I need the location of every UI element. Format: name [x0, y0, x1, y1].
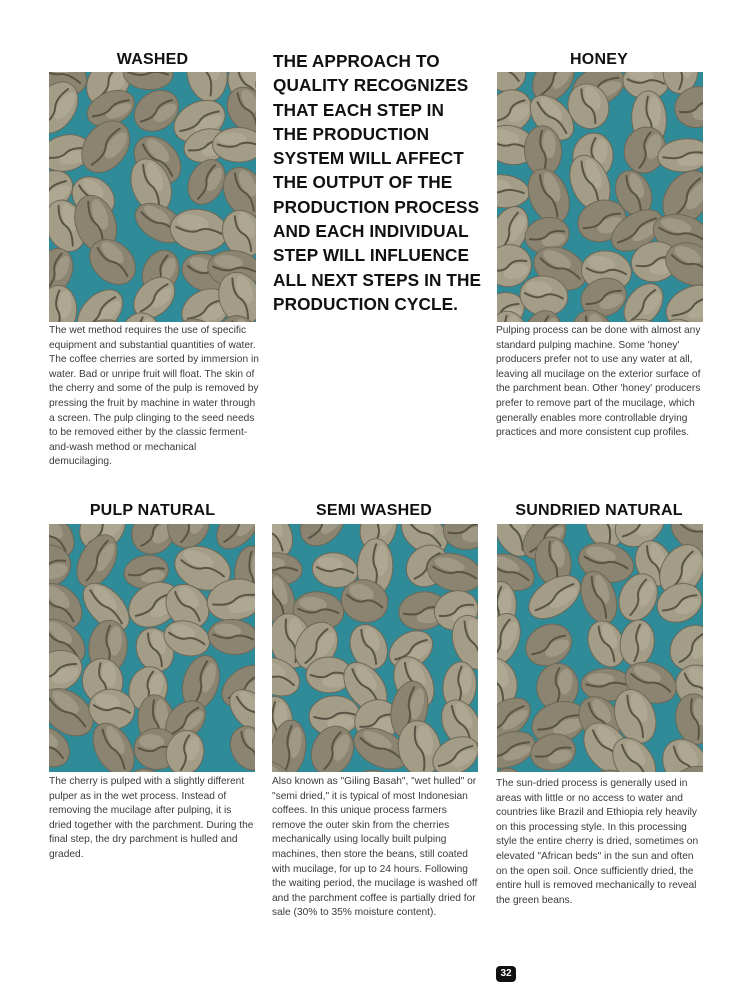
headline-quote: THE APPROACH TO QUALITY RECOGNIZES THAT EACH STEP IN THE PRODUCTION SYSTEM WILL AFFECT THE OUTPUT OF THE PRODUCTION PROCESS AND EACH INDIVIDUAL STEP WILL INFLUENCE ALL NEXT STEPS IN THE PRODUCTION CYCLE.	[273, 51, 482, 314]
page-number: 32	[496, 966, 516, 982]
pulp-natural-description: The cherry is pulped with a slightly different pulper as in the wet process. Instead of removing the mucilage after pulping, it is dried together with the parchment. During the final step, the dry parchment is hulled and graded.	[49, 776, 254, 860]
honey-description: Pulping process can be done with almost any standard pulping machine. Some 'honey' producers prefer not to use any water at all, leaving all mucilage on the exterior surface of the parchment bean. Other 'honey' producers prefer to remove part of the mucilage, which generally enables more controllable drying practices and more consistent cup profiles.	[496, 325, 701, 439]
semi-washed-description: Also known as "Giling Basah", "wet hulled" or "semi dried," it is typical of most Indonesian coffees. In this unique process farmers remove the outer skin from the cherries mechanically using locally built pulping machines, then store the beans, still coated with mucilage, for up to 24 hours. Following the waiting period, the mucilage is washed off and the parchment coffee is partially dried for sale (30% to 35% moisture content).	[272, 776, 478, 919]
coffee-beans-image	[497, 72, 703, 322]
honey-title: HONEY	[570, 51, 628, 68]
washed-beans-photo	[49, 72, 256, 322]
coffee-beans-image	[497, 524, 703, 772]
honey-beans-photo	[497, 72, 703, 322]
semi-washed-beans-photo	[272, 524, 478, 772]
coffee-beans-image	[49, 72, 256, 322]
pulp-natural-beans-photo	[49, 524, 255, 772]
washed-description: The wet method requires the use of specific equipment and substantial quantities of water. The coffee cherries are sorted by immersion in water. Bad or unripe fruit will float. The skin of the cherry and some of the pulp is removed by pressing the fruit by machine in water through a screen. The pulp clinging to the seed needs to be removed either by the classic ferment-and-wash method or mechanical demucilaging.	[49, 325, 259, 468]
semi-washed-title: SEMI WASHED	[316, 502, 432, 519]
sundried-natural-title: SUNDRIED NATURAL	[515, 502, 683, 519]
pulp-natural-title: PULP NATURAL	[89, 502, 216, 519]
washed-title: WASHED	[116, 51, 189, 68]
coffee-beans-image	[272, 524, 478, 772]
sundried-natural-beans-photo	[497, 524, 703, 772]
sundried-natural-description: The sun-dried process is generally used in areas with little or no access to water and countries like Brazil and Ethiopia rely heavily on this processing style. In this processing style the entire cherry is dried, sometimes on elevated "African beds" in the sun and often on the open soil. Once sufficiently dried, the entire hull is removed mechanically to reveal the green beans.	[496, 778, 699, 906]
coffee-beans-image	[49, 524, 255, 772]
